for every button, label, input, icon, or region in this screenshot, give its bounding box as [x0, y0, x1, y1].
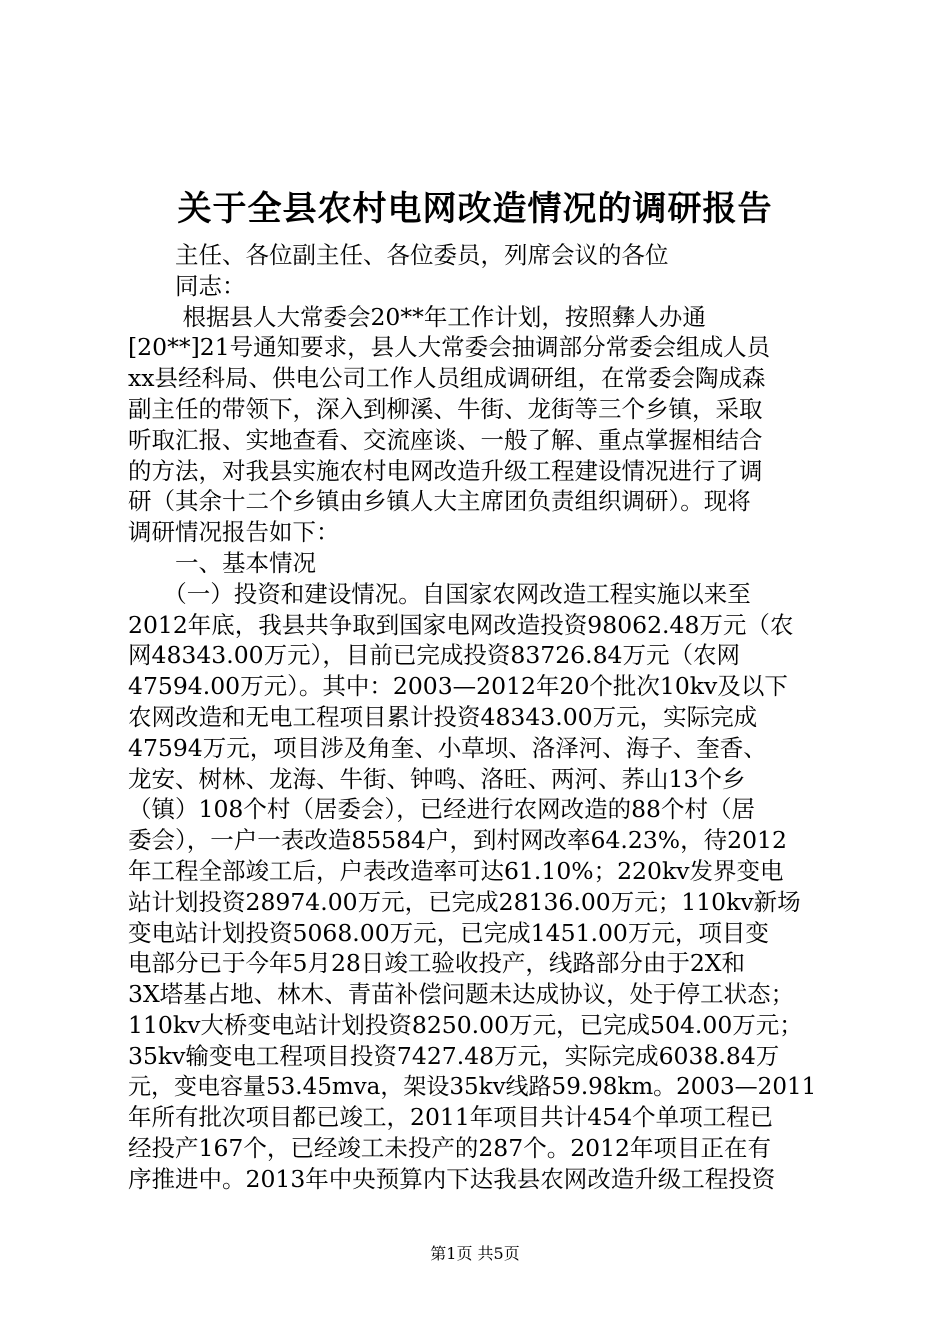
body-text-line: 研（其余十二个乡镇由乡镇人大主席团负责组织调研）。现将 — [128, 487, 751, 516]
document-body — [128, 240, 828, 1195]
body-text-line: 变电站计划投资5068.00万元，已完成1451.00万元，项目变 — [128, 918, 769, 947]
body-text-line: 调研情况报告如下： — [128, 518, 340, 547]
body-text-line: 同志： — [128, 271, 246, 300]
body-text-line: 龙安、树林、龙海、牛街、钟鸣、洛旺、两河、荞山13个乡 — [128, 764, 746, 793]
body-text-line: 听取汇报、实地查看、交流座谈、一般了解、重点掌握相结合 — [128, 425, 763, 454]
body-text-line: 站计划投资28974.00万元，已完成28136.00万元；110kv新场 — [128, 887, 801, 916]
body-text-line: 110kv大桥变电站计划投资8250.00万元，已完成504.00万元； — [128, 1010, 803, 1039]
body-text-line: 2012年底，我县共争取到国家电网改造投资98062.48万元（农 — [128, 610, 794, 639]
body-text-line: 电部分已于今年5月28日竣工验收投产，线路部分由于2X和 — [128, 949, 746, 978]
body-text-line: 元，变电容量53.45mva，架设35kv线路59.98km。2003—2011 — [128, 1073, 817, 1100]
body-text-line: 35kv输变电工程项目投资7427.48万元，实际完成6038.84万 — [128, 1041, 780, 1070]
page-number-footer: 第1页 共5页 — [430, 1244, 520, 1263]
body-text-line: 主任、各位副主任、各位委员，列席会议的各位 — [128, 241, 669, 269]
body-text-line: （一）投资和建设情况。自国家农网改造工程实施以来至 — [128, 579, 751, 608]
body-text-line: xx县经科局、供电公司工作人员组成调研组，在常委会陶成森 — [128, 364, 766, 393]
body-text-line: 年工程全部竣工后，户表改造率可达61.10%；220kv发界变电 — [128, 856, 784, 885]
body-text-line: （镇）108个村（居委会），已经进行农网改造的88个村（居 — [128, 795, 756, 824]
body-text-line: 农网改造和无电工程项目累计投资48343.00万元，实际完成 — [128, 702, 758, 731]
body-text-line: 经投产167个，已经竣工未投产的287个。2012年项目正在有 — [128, 1134, 772, 1163]
document-title: 关于全县农村电网改造情况的调研报告 — [177, 189, 773, 229]
body-text-line: 序推进中。2013年中央预算内下达我县农网改造升级工程投资 — [128, 1164, 776, 1193]
body-text-line: [20**]21号通知要求，县人大常委会抽调部分常委会组成人员 — [128, 333, 771, 362]
body-text-line: 的方法，对我县实施农村电网改造升级工程建设情况进行了调 — [128, 456, 763, 485]
body-text-line: 副主任的带领下，深入到柳溪、牛街、龙街等三个乡镇，采取 — [128, 394, 763, 423]
body-text-line: 委会），一户一表改造85584户，到村网改率64.23%，待2012 — [128, 826, 787, 855]
body-text-line: 3X塔基占地、林木、青苗补偿问题未达成协议，处于停工状态； — [128, 980, 795, 1009]
body-text-line: 根据县人大常委会20**年工作计划，按照彝人办通 — [128, 302, 706, 331]
body-text-line: 一、基本情况 — [128, 548, 316, 577]
body-text-line: 网48343.00万元），目前已完成投资83726.84万元（农网 — [128, 641, 741, 670]
body-text-line: 年所有批次项目都已竣工，2011年项目共计454个单项工程已 — [128, 1103, 774, 1132]
body-text-line: 47594万元，项目涉及角奎、小草坝、洛泽河、海子、奎香、 — [128, 733, 767, 762]
body-text-line: 47594.00万元）。其中：2003—2012年20个批次10kv及以下 — [128, 672, 788, 701]
